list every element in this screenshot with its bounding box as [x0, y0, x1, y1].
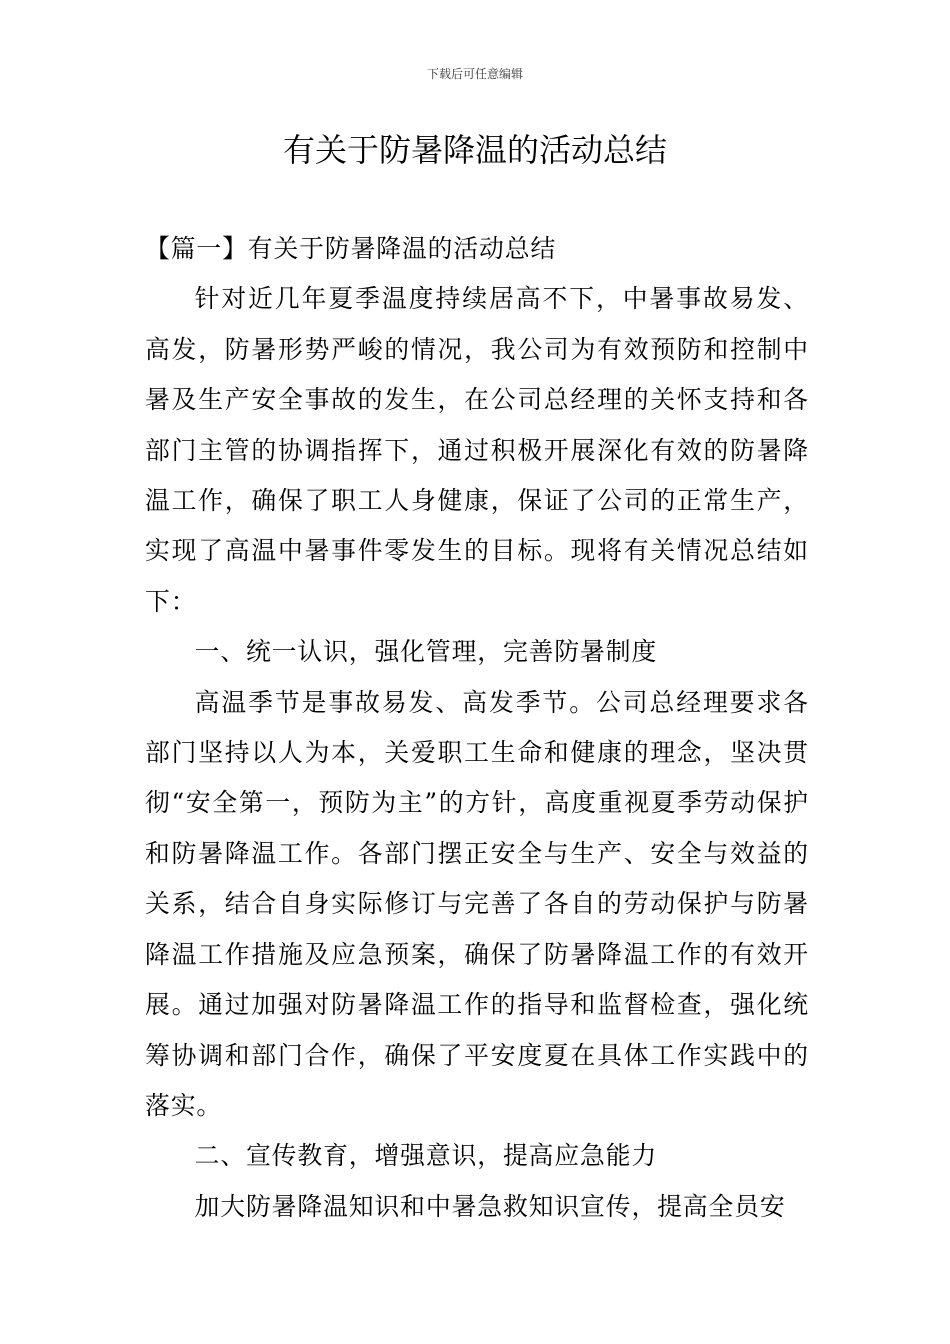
paragraph-intro: 针对近几年夏季温度持续居高不下，中暑事故易发、高发，防暑形势严峻的情况，我公司为有效预防和控制中暑及生产安全事故的发生，在公司总经理的关怀支持和各部门主管的协调指挥下，通过积极开展深化有效的防暑降温工作，确保了职工人身健康，保证了公司的正常生产，实现了高温中暑事件零发生的目标。现将有关情况总结如下：	[145, 284, 809, 616]
subheading-two: 二、宣传教育，增强意识，提高应急能力	[194, 1141, 658, 1171]
header-note: 下载后可任意编辑	[426, 67, 523, 81]
document-title: 有关于防暑降温的活动总结	[282, 131, 667, 169]
paragraph-section-one: 高温季节是事故易发、高发季节。公司总经理要求各部门坚持以人为本，关爱职工生命和健康的理念，坚决贯彻“安全第一，预防为主”的方针，高度重视夏季劳动保护和防暑降温工作。各部门摆正安全与生产、安全与效益的关系，结合自身实际修订与完善了各自的劳动保护与防暑降温工作措施及应急预案，确保了防暑降温工作的有效开展。通过加强对防暑降温工作的指导和监督检查，强化统筹协调和部门合作，确保了平安度夏在具体工作实践中的落实。	[145, 687, 809, 1120]
paragraph-section-two: 加大防暑降温知识和中暑急救知识宣传，提高全员安	[194, 1191, 786, 1221]
subheading-one: 一、统一认识，强化管理，完善防暑制度	[194, 637, 658, 667]
document-body	[145, 224, 809, 1232]
section-heading: 【篇一】有关于防暑降温的活动总结	[145, 234, 557, 263]
